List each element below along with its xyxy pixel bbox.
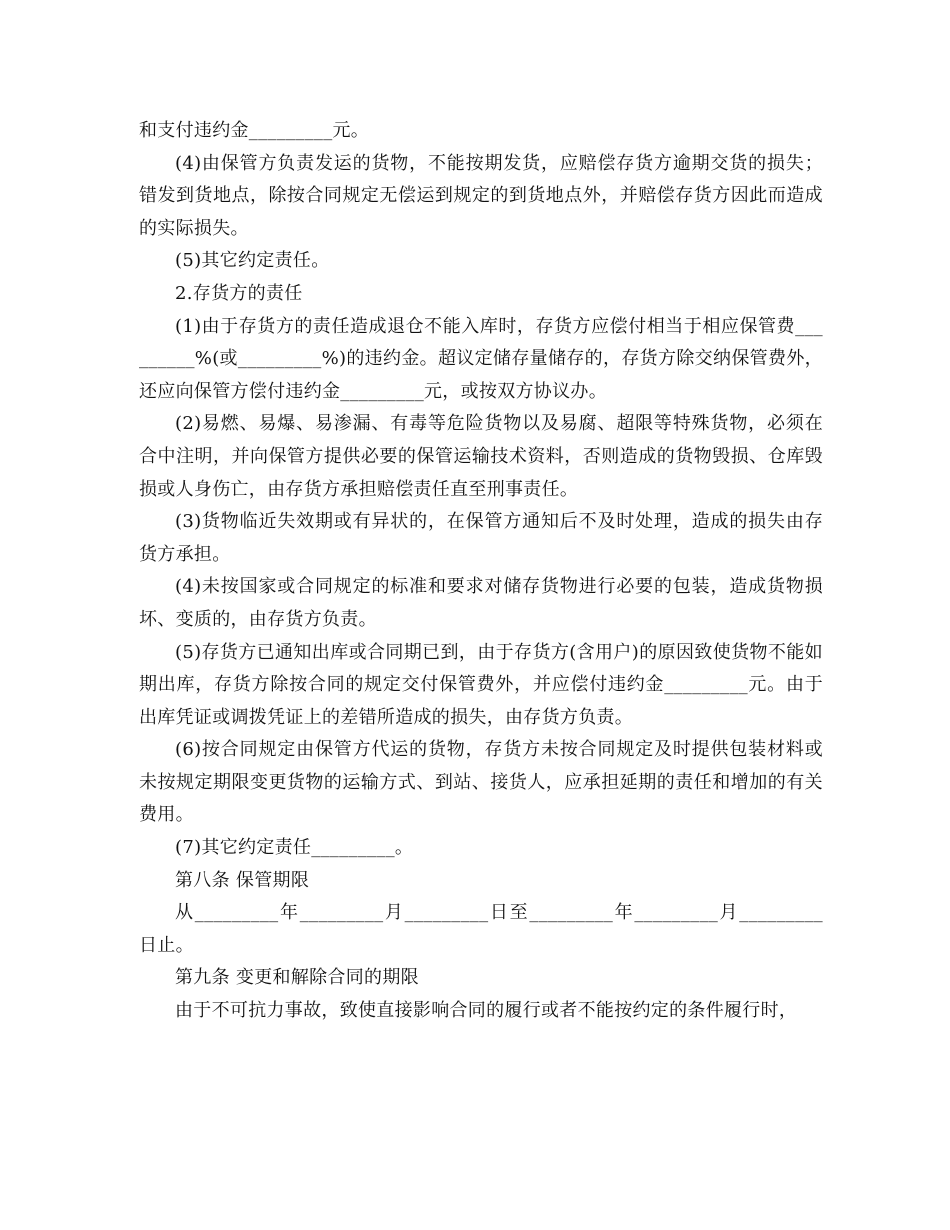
paragraph-depositor-liability-1: (1)由于存货方的责任造成退仓不能入库时，存货方应偿付相当于相应保管费_________%(或_________%)的违约金。超议定储存量储存的，存货方除交纳保管费外，还应向保管方偿付违约金_________元，或按双方协议办。	[139, 315, 823, 402]
paragraph-force-majeure: 由于不可抗力事故，致使直接影响合同的履行或者不能按约定的条件履行时，	[175, 1000, 798, 1022]
article-8-heading: 第八条 保管期限	[175, 869, 310, 891]
paragraph-storage-period: 从_________年_________月_________日至_________年_________月_________日止。	[139, 902, 823, 956]
paragraph-custodian-shipping-liability: (4)由保管方负责发运的货物，不能按期发货，应赔偿存货方逾期交货的损失；错发到货地点，除按合同规定无偿运到规定的到货地点外，并赔偿存货方因此而造成的实际损失。	[139, 152, 823, 239]
paragraph-depositor-liability-7: (7)其它约定责任_________。	[175, 837, 414, 859]
section-heading-depositor-liability: 2.存货方的责任	[175, 282, 303, 304]
paragraph-custodian-other-liability: (5)其它约定责任。	[175, 250, 330, 272]
paragraph-depositor-liability-4: (4)未按国家或合同规定的标准和要求对储存货物进行必要的包装，造成货物损坏、变质的，由存货方负责。	[139, 576, 823, 630]
paragraph-depositor-liability-3: (3)货物临近失效期或有异状的，在保管方通知后不及时处理，造成的损失由存货方承担。	[139, 511, 823, 565]
paragraph-penalty-payment: 和支付违约金_________元。	[139, 120, 370, 141]
paragraph-depositor-liability-6: (6)按合同规定由保管方代运的货物，存货方未按合同规定及时提供包装材料或未按规定期限变更货物的运输方式、到站、接货人，应承担延期的责任和增加的有关费用。	[139, 739, 823, 826]
paragraph-depositor-liability-2: (2)易燃、易爆、易渗漏、有毒等危险货物以及易腐、超限等特殊货物，必须在合中注明，并向保管方提供必要的保管运输技术资料，否则造成的货物毁损、仓库毁损或人身伤亡，由存货方承担赔偿责任直至刑事责任。	[139, 413, 823, 500]
document-body	[139, 115, 823, 1028]
paragraph-depositor-liability-5: (5)存货方已通知出库或合同期已到，由于存货方(含用户)的原因致使货物不能如期出库，存货方除按合同的规定交付保管费外，并应偿付违约金_________元。由于出库凭证或调拨凭证上的差错所造成的损失，由存货方负责。	[139, 641, 823, 728]
article-9-heading: 第九条 变更和解除合同的期限	[175, 967, 419, 989]
